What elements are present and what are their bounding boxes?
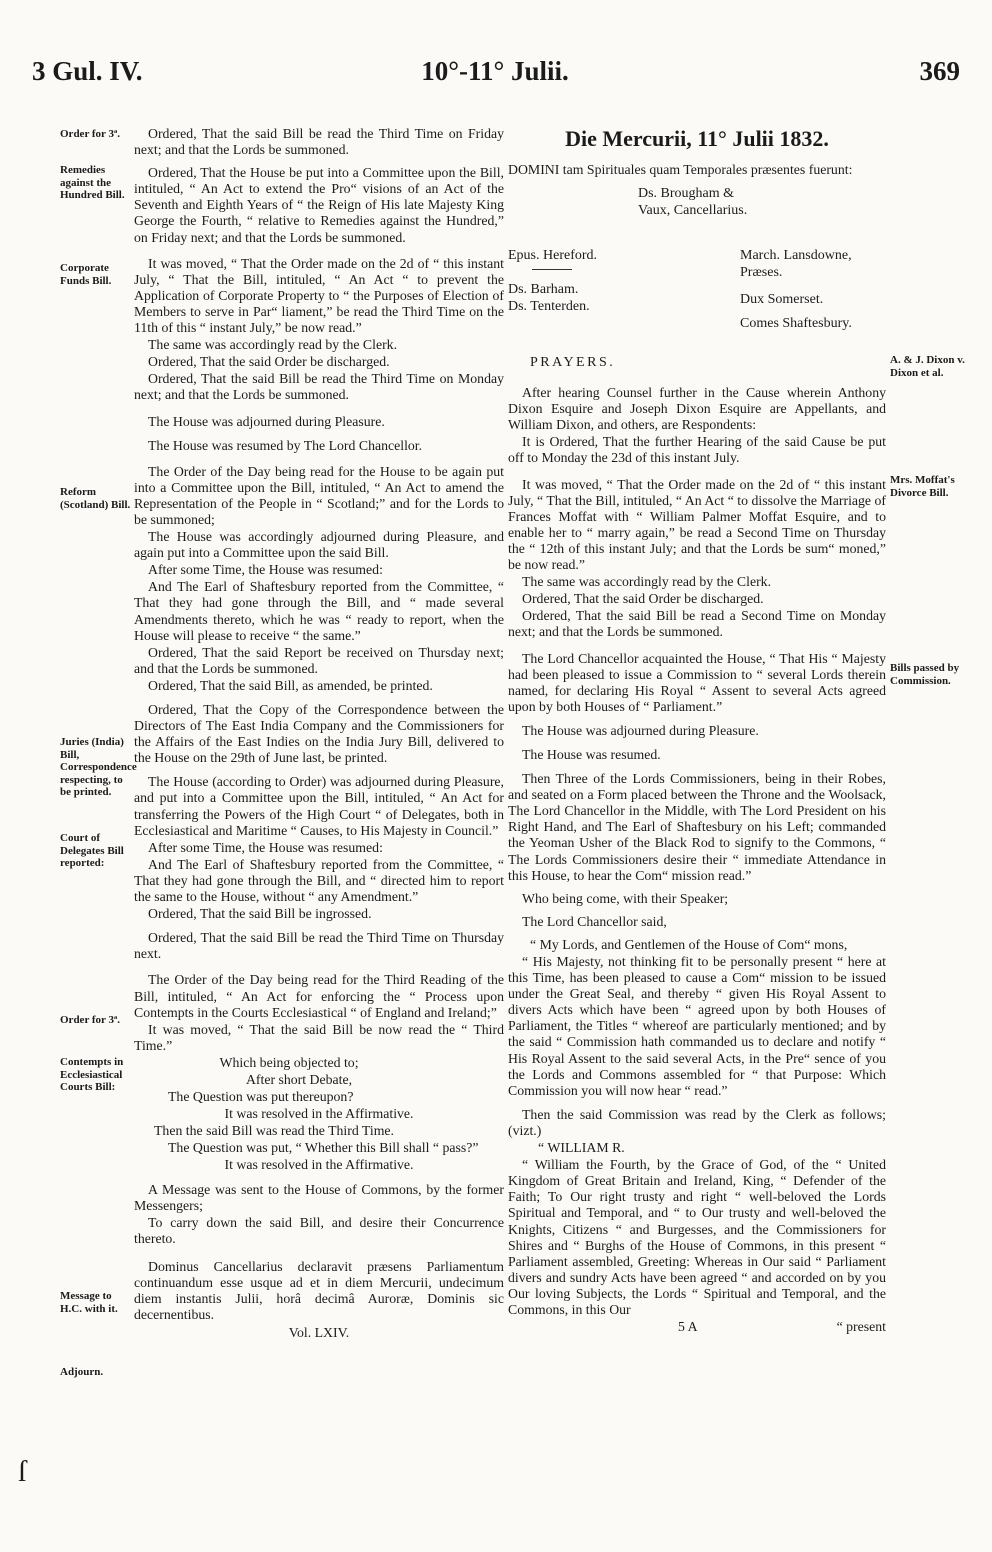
lords-present-list (508, 185, 886, 343)
paragraph: “ WILLIAM R. (538, 1140, 625, 1156)
paragraph: To carry down the said Bill, and desire their Concurrence thereto. (134, 1214, 504, 1246)
paragraph: Ordered, That the said Bill be read the Third Time on Thursday next. (134, 930, 504, 962)
lord-entry: Dux Somerset. (740, 292, 824, 308)
lord-entry: Comes Shaftesbury. (740, 316, 852, 332)
paragraph: Dominus Cancellarius declaravit præsens Parliamentum continuandum esse usque ad et in diem Mercurii, undecimum diem instantis Julii, horâ decimâ Auroræ, Dominis sic decernentibus. (134, 1258, 504, 1323)
paragraph: Ordered, That the Copy of the Correspondence between the Directors of The East India Company and the Commissioners for the Affairs of the East Indies on the India Jury Bill, delivered to the House on the 29th of June last, be printed. (134, 702, 504, 766)
margin-note: A. & J. Dixon v. Dixon et al. (890, 354, 965, 379)
paragraph: It was moved, “ That the Order made on the 2d of “ this instant July, “ That the Bill, intituled, “ An Act “ to dissolve the Marriage of Frances Moffat with “ William Palmer Moffat Esquire, and to enable her to “ marry again,” be read a Second Time on Thursday the “ 12th of this instant July; and that the Lords be sum“ moned,” be now read.” (508, 476, 886, 573)
lord-entry: March. Lansdowne, Præses. (740, 248, 852, 281)
margin-note: Remedies against the Hundred Bill. (60, 164, 125, 201)
margin-note: Mrs. Moffat's Divorce Bill. (890, 474, 955, 499)
paragraph: It was moved, “ That the said Bill be now read the “ Third Time.” (134, 1021, 504, 1053)
paragraph: “ William the Fourth, by the Grace of God, of the “ United Kingdom of Great Britain and Ireland, King, “ Defender of the Faith; To Our right trusty and right “ well-beloved the Lords Spiritual and Temporal, and “ to Our trusty and well-beloved the Knights, Citizens “ and Burgesses, and the Commissioners for Shires and “ Burghs of the House of Commons, in this present “ Parliament assembled, Greeting: Whereas in Our said “ Parliament divers and sundry Acts have been agreed “ and accorded on by you Our loving Subjects, the Lords “ Spiritual and Temporal, and the Commons, in this Our (508, 1157, 886, 1317)
paragraph: It is Ordered, That the further Hearing of the said Cause be put off to Monday the 23d of this instant July. (508, 434, 886, 466)
paragraph: The Lord Chancellor said, (522, 913, 667, 929)
paragraph: And The Earl of Shaftesbury reported from the Committee, “ That they had gone through the Bill, and “ directed him to report the same to the House, without “ any Amendment.” (134, 856, 504, 905)
page-dates: 10°-11° Julii. (421, 56, 569, 86)
sitting-title: Die Mercurii, 11° Julii 1832. (565, 126, 829, 151)
margin-note: Reform (Scotland) Bill. (60, 486, 131, 511)
margin-note: Order for 3ª. (60, 1014, 121, 1026)
margin-note: Juries (India) Bill, Correspondence respecting, to be printed. (60, 736, 137, 798)
right-column (508, 126, 886, 1337)
margin-note: Corporate Funds Bill. (60, 262, 112, 287)
paragraph: The Lord Chancellor acquainted the House, “ That His “ Majesty had been pleased to issue a Commission to “ several Lords therein named, for declaring His Royal “ Assent to several Acts agreed upon by both Houses of “ Parliament.” (508, 650, 886, 714)
page-header (30, 52, 960, 96)
paragraph: Ordered, That the said Bill be read the Third Time on Monday next; and that the Lords be summoned. (134, 371, 504, 403)
lord-entry: Ds. Tenterden. (508, 299, 590, 315)
paragraph: Ordered, That the said Bill be ingrossed. (148, 906, 372, 922)
paragraph: It was moved, “ That the Order made on the 2d of “ this instant July, “ That the Bill, intituled, “ An Act “ to prevent the Application of Corporate Property to “ the Purposes of Election of Members to serve in Par“ liament,” be read the Third Time on the 11th of this “ instant July,” be now read.” (134, 255, 504, 336)
paragraph: The House was accordingly adjourned during Pleasure, and again put into a Committee upon the said Bill. (134, 529, 504, 561)
paragraph: Who being come, with their Speaker; (522, 890, 729, 906)
signature-mark: 5 A (678, 1319, 698, 1335)
paragraph: “ His Majesty, not thinking fit to be personally present “ here at this Time, has been pleased to cause a Com“ mission to be issued under the Great Seal, and thereby “ given His Royal Assent to divers Acts which have been “ agreed upon by both Houses of Parliament, the Titles “ whereof are particularly mentioned; and by the said “ Commission hath commanded us to declare and notify “ His Royal Assent to the said several Acts, in the Pre“ sence of you the Lords and Commons assembled for “ that Purpose: Which Commission you will now hear “ read.” (508, 954, 886, 1098)
prayers-heading: PRAYERS. (530, 355, 616, 371)
margin-note: Adjourn. (60, 1366, 104, 1378)
paragraph: Then the said Commission was read by the Clerk as follows; (vizt.) (508, 1106, 886, 1138)
page-footer (508, 1319, 886, 1337)
paragraph: The same was accordingly read by the Clerk. (148, 337, 398, 353)
paragraph: After some Time, the House was resumed: (148, 562, 383, 578)
paragraph: The Order of the Day being read for the House to be again put into a Committee upon the Bill, intituled, “ An Act to amend the Representation of the People in “ Scotland;” and for the Lords to be summoned; (134, 463, 504, 527)
paragraph: Which being objected to; (219, 1054, 359, 1070)
paragraph: The House was adjourned during Pleasure. (522, 722, 759, 738)
catchword: “ present (836, 1319, 886, 1335)
margin-note: Bills passed by Commission. (890, 662, 960, 687)
paragraph: A Message was sent to the House of Commons, by the former Messengers; (134, 1181, 504, 1213)
margin-note: Court of Delegates Bill reported: (60, 832, 124, 869)
paragraph: The House was resumed. (522, 746, 661, 762)
paragraph: The same was accordingly read by the Clerk. (522, 574, 772, 590)
paragraph: Then Three of the Lords Commissioners, being in their Robes, and seated on a Form placed between the Throne and the Woolsack, The Lord Chancellor in the Middle, with The Lord President on his Right Hand, and The Earl of Shaftesbury on his Left; commanded the Yeoman Usher of the Black Rod to signify to the Commons, “ The Lords Commissioners desire their “ immediate Attendance in this House, to hear the Com“ mission read.” (508, 771, 886, 883)
paragraph: The House was resumed by The Lord Chancellor. (148, 437, 423, 453)
paragraph: After some Time, the House was resumed: (148, 839, 383, 855)
paragraph: The Question was put, “ Whether this Bill shall “ pass?” (168, 1140, 479, 1156)
paragraph: The House was adjourned during Pleasure. (148, 413, 385, 429)
left-column (134, 126, 504, 1348)
paragraph: And The Earl of Shaftesbury reported from the Committee, “ That they had gone through the Bill, and “ made several Amendments thereto, which he was “ ready to report, when the House will please to receive “ the same.” (134, 579, 504, 643)
volume-footer: Vol. LXIV. (288, 1325, 350, 1341)
paragraph: It was resolved in the Affirmative. (224, 1157, 414, 1173)
lord-chancellor: Ds. Brougham & Vaux, Cancellarius. (638, 186, 748, 219)
paragraph: The Order of the Day being read for the Third Reading of the Bill, intituled, “ An Act for enforcing the “ Process upon Contempts in the Courts Ecclesiastical “ of England and Ireland;” (134, 972, 504, 1020)
paragraph: Ordered, That the said Report be received on Thursday next; and that the Lords be summoned. (134, 644, 504, 676)
paragraph: After short Debate, (245, 1071, 353, 1087)
regnal-year: 3 Gul. IV. (32, 56, 143, 86)
paragraph: Ordered, That the said Order be discharged. (148, 354, 390, 370)
paragraph: Ordered, That the said Bill, as amended, be printed. (148, 677, 433, 693)
margin-note: Contempts in Ecclesiastical Courts Bill: (60, 1056, 124, 1093)
paragraph: The Question was put thereupon? (168, 1089, 354, 1105)
lord-entry: Ds. Barham. (508, 282, 579, 298)
page-number: 369 (919, 56, 960, 86)
paragraph: Ordered, That the House be put into a Committee upon the Bill, intituled, “ An Act to extend the Pro“ visions of an Act of the Seventh and Eighth Years of “ the Reign of His late Majesty King George the Fourth, “ relative to Remedies against the Hundred,” on Friday next; and that the Lords be summoned. (134, 165, 504, 245)
paragraph: Ordered, That the said Bill be read the Third Time on Friday next; and that the Lords be summoned. (134, 126, 504, 158)
attendance-intro: DOMINI tam Spirituales quam Temporales præsentes fuerunt: (508, 162, 853, 177)
paragraph: Ordered, That the said Bill be read a Second Time on Monday next; and that the Lords be summoned. (508, 608, 886, 640)
paragraph: It was resolved in the Affirmative. (224, 1106, 414, 1122)
paragraph: After hearing Counsel further in the Cause wherein Anthony Dixon Esquire and Joseph Dixon Esquire are Appellants, and William Dixon, and others, are Respondents: (508, 385, 886, 433)
divider (532, 269, 572, 270)
paragraph: The House (according to Order) was adjourned during Pleasure, and put into a Committee upon the Bill, intituled, “ An Act for transferring the Powers of the High Court “ of Delegates, both in Ecclesiastical and Maritime “ Causes, to His Majesty in Council.” (134, 774, 504, 838)
paragraph: Then the said Bill was read the Third Time. (154, 1123, 395, 1139)
ink-mark: ſ (18, 1455, 27, 1488)
paragraph: “ My Lords, and Gentlemen of the House of Com“ mons, (530, 936, 848, 952)
lord-entry: Epus. Hereford. (508, 248, 598, 264)
margin-note: Message to H.C. with it. (60, 1290, 118, 1315)
margin-note: Order for 3ª. (60, 128, 121, 140)
paragraph: Ordered, That the said Order be discharged. (522, 591, 764, 607)
